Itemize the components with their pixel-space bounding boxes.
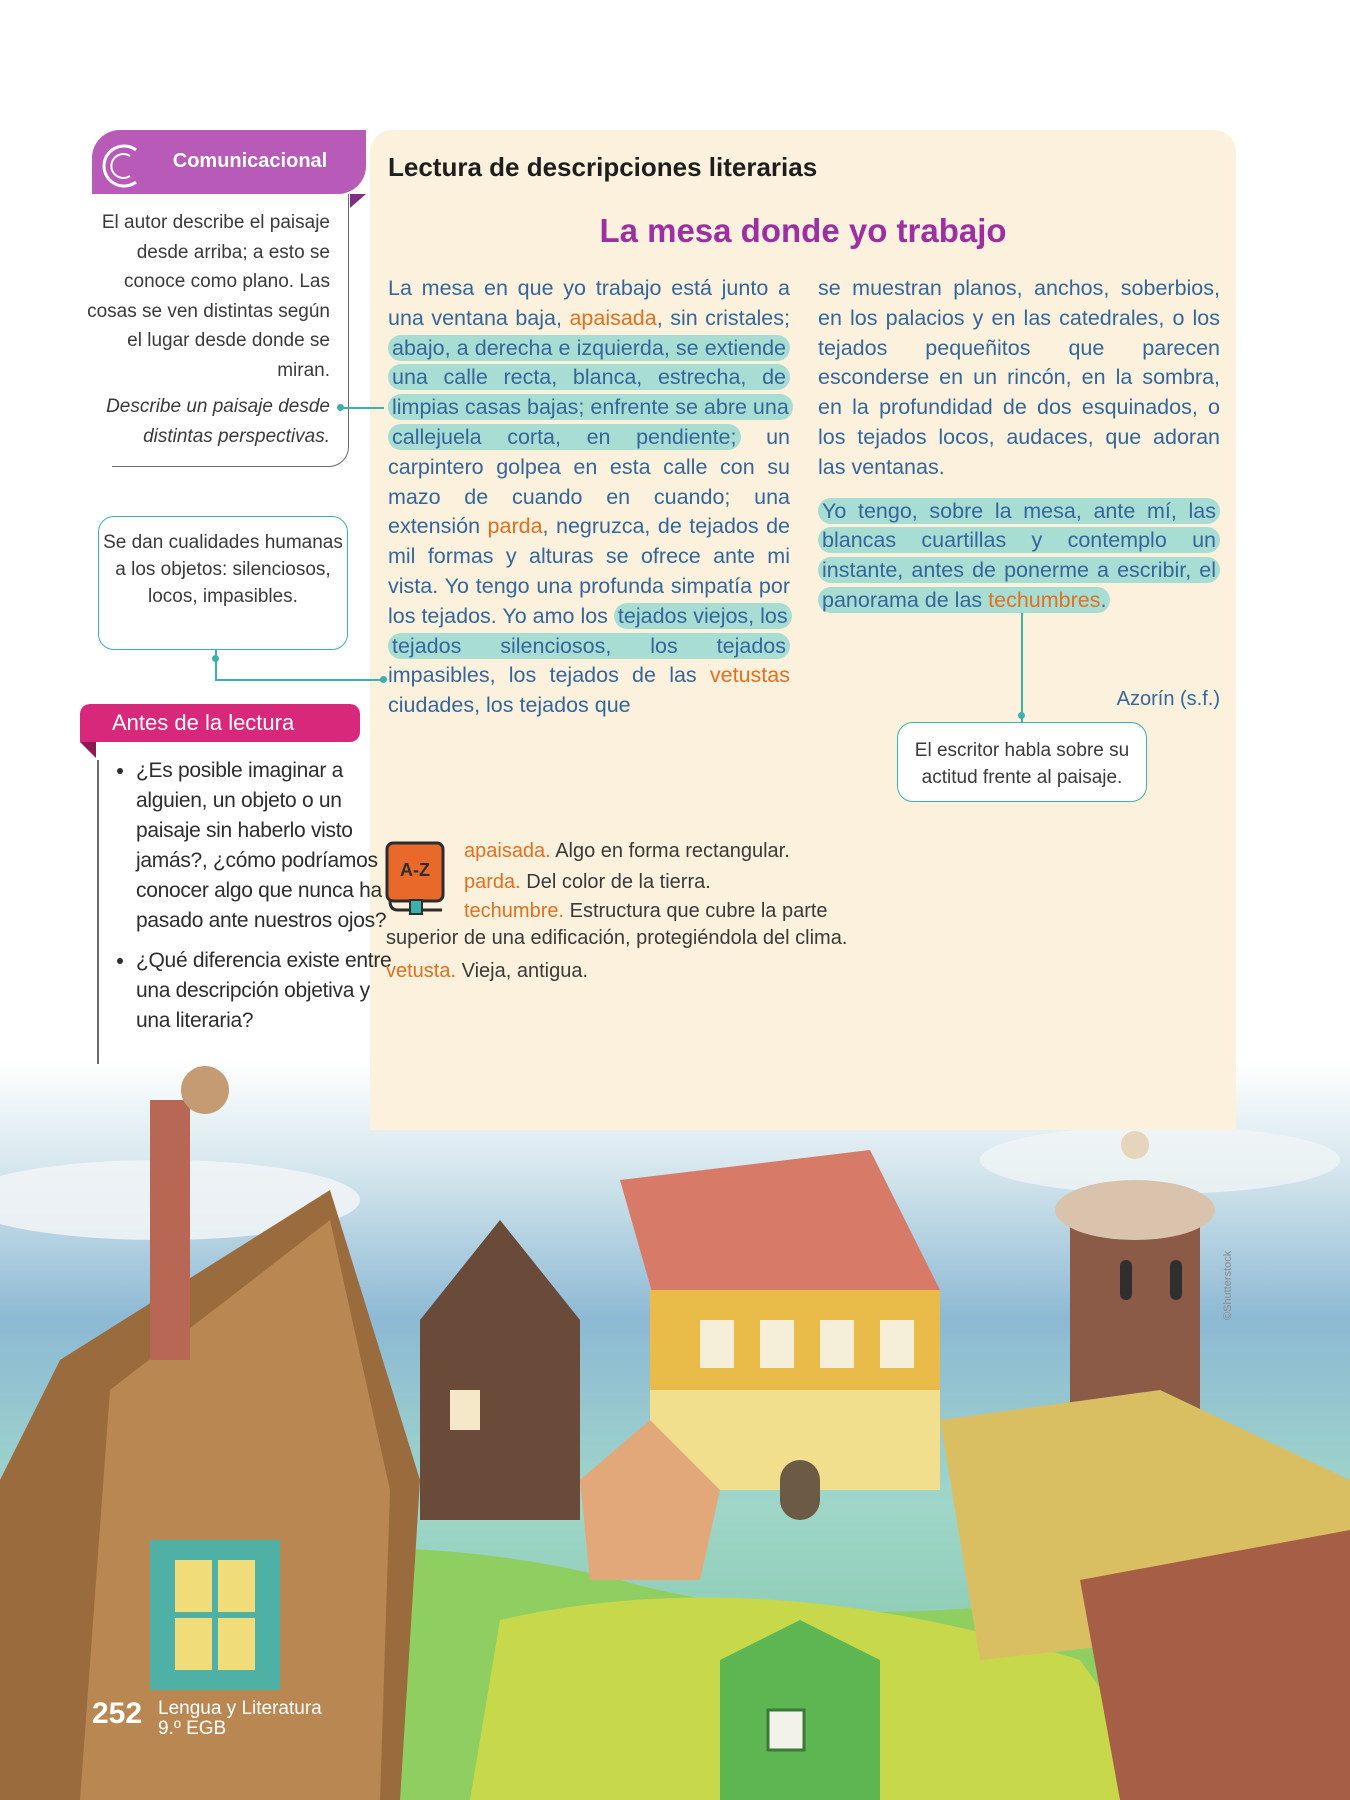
- keyword: vetustas: [709, 663, 790, 688]
- section-title: Lectura de descripciones literarias: [388, 152, 818, 182]
- text-run: , sin cristales;: [656, 305, 790, 330]
- text-run: impasibles, los tejados de las: [388, 663, 710, 688]
- callout-qualities: Se dan cualidades humanas a los objetos: silenciosos, locos, impasibles.: [98, 516, 348, 650]
- connector-line: [340, 407, 384, 409]
- footer-subject: [158, 1699, 322, 1739]
- glossary-definition: Vieja, antigua.: [456, 960, 588, 982]
- keyword: parda: [487, 514, 543, 539]
- village-illustration: [0, 1060, 1350, 1800]
- glossary-definition: Estructura que cubre la parte superior de una edificación, protegiéndola del clima.: [386, 900, 848, 949]
- author: Azorín (s.f.): [1116, 688, 1220, 710]
- text-run: .: [1100, 587, 1107, 612]
- highlight: [818, 498, 1220, 613]
- glossary-entry: [386, 867, 886, 898]
- text-run: se muestran planos, anchos, soberbios, en los palacios y en las catedrales, o los tejados pequeñitos que parecen esconderse en un rincón, en la sombra, en la profundidad de dos esquinados, o los tejados locos, audaces, que adoran las ventanas.: [818, 276, 1220, 479]
- reading-title: La mesa donde yo trabajo: [599, 212, 1007, 249]
- text-run: La mesa en que yo trabajo está junto a una ventana baja,: [388, 276, 790, 330]
- antes-title: Antes de la lectura: [112, 710, 295, 735]
- comunicacional-note: Describe un paisaje desde distintas perspectivas.: [106, 396, 330, 447]
- grade-label: 9.º EGB: [158, 1718, 227, 1739]
- text-run: un carpintero golpea en esta calle con su mazo de cuando en cuando; una extensión: [388, 424, 790, 539]
- copyright: ©Shutterstock: [1222, 1250, 1234, 1320]
- page-number: 252: [92, 1697, 143, 1730]
- green-house-window: [768, 1710, 804, 1750]
- glossary-term: vetusta.: [386, 960, 457, 982]
- glossary-entry: [386, 956, 886, 987]
- connector-line: [215, 679, 385, 681]
- highlight: tejados viejos, los tejados silenciosos, los tejados: [388, 603, 792, 659]
- text-run: , negruzca, de tejados de mil formas y alturas se ofrece ante mi vista. Yo tengo una profunda simpatía por los tejados. Yo amo los: [388, 514, 791, 628]
- comunicacional-description: El autor describe el paisaje desde arriba; a esto se conoce como plano. Las cosas se ven distintas según el lugar desde donde se miran.: [87, 212, 330, 381]
- glossary-entry: [386, 898, 886, 952]
- text-run: ciudades, los tejados que: [388, 693, 631, 718]
- dictionary-icon-label: A-Z: [400, 860, 430, 880]
- glossary: [386, 836, 886, 987]
- keyword: apaisada: [569, 305, 657, 330]
- text-run: Yo tengo, sobre la mesa, ante mí, las blancas cuartillas y contemplo un instante, antes de ponerme a escribir, el panorama de las: [822, 498, 1216, 612]
- glossary-entry: [386, 836, 886, 867]
- glossary-term: apaisada.: [464, 840, 551, 862]
- antes-questions: [108, 756, 398, 1046]
- comunicacional-label: Comunicacional: [172, 150, 328, 172]
- connector-dot: [212, 655, 219, 662]
- callout-attitude: El escritor habla sobre su actitud frente al paisaje.: [897, 722, 1147, 802]
- glossary-definition: Del color de la tierra.: [520, 871, 711, 893]
- comunicacional-c-icon: [92, 138, 144, 194]
- subject-name: Lengua y Literatura: [158, 1698, 322, 1719]
- antes-rule: [97, 760, 99, 1064]
- tab-fold: [350, 194, 366, 208]
- glossary-term: techumbre.: [464, 900, 565, 922]
- question-item: • ¿Qué diferencia existe entre una descripción objetiva y una literaria?: [136, 946, 398, 1036]
- connector-dot: [380, 676, 387, 683]
- tab-fold: [80, 742, 96, 758]
- highlight: abajo, a derecha e izquierda, se extiende una calle recta, blanca, estrecha, de limpias casas bajas; enfrente se abre una callejuela corta, en pendiente;: [388, 335, 793, 450]
- reading-column-right: [818, 274, 1220, 616]
- connector-dot: [1018, 712, 1025, 719]
- question-item: • ¿Es posible imaginar a alguien, un objeto o un paisaje sin haberlo visto jamás?, ¿cómo podríamos conocer algo que nunca ha pasado ante nuestros ojos?: [136, 756, 398, 936]
- reading-column-left: [388, 274, 790, 721]
- glossary-term: parda.: [464, 871, 521, 893]
- keyword: techumbres: [988, 587, 1101, 612]
- glossary-definition: Algo en forma rectangular.: [550, 840, 790, 862]
